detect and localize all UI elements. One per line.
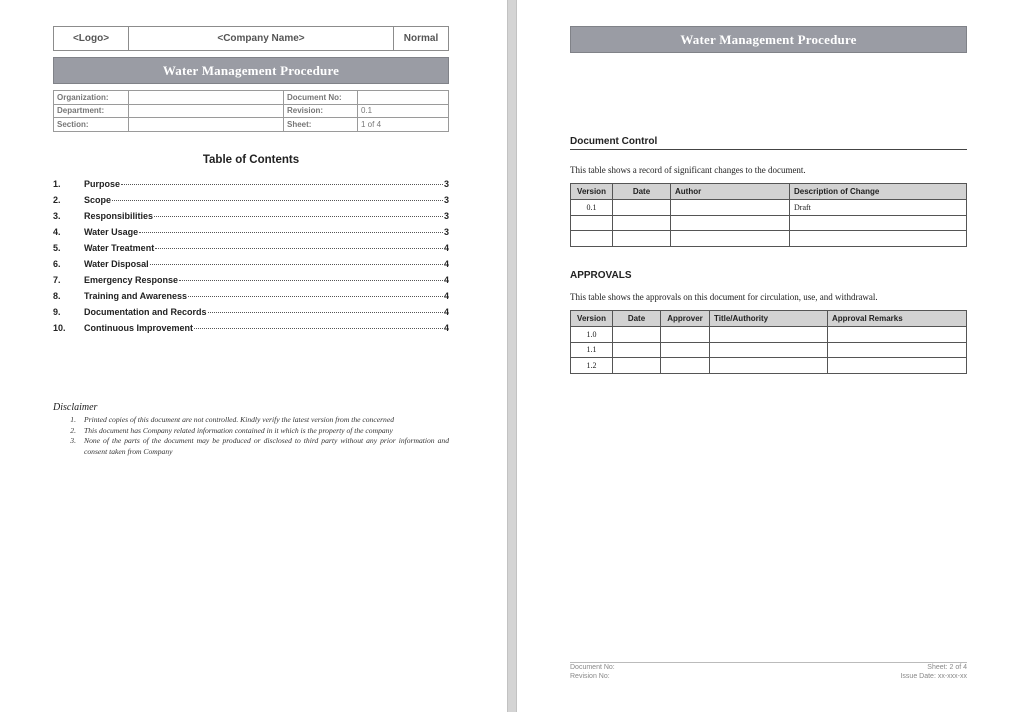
disclaimer-item [53, 436, 449, 457]
toc-item-text: Scope [84, 195, 112, 205]
toc-item-number: 1. [53, 179, 61, 189]
table-cell [661, 342, 710, 358]
organization-value [129, 91, 284, 105]
table-cell [613, 200, 671, 216]
footer-issue-date: Issue Date: xx-xxx-xx [900, 673, 967, 680]
table-cell [613, 327, 661, 343]
table-row [571, 358, 967, 374]
toc-leader-dots [155, 248, 443, 249]
toc-item-text: Training and Awareness [84, 291, 188, 301]
table-cell [671, 215, 790, 231]
table-cell [571, 231, 613, 247]
document-no-value [358, 91, 449, 105]
table-cell [613, 358, 661, 374]
toc-item-text: Responsibilities [84, 211, 154, 221]
disclaimer-item-text: This document has Company related information contained in it which is the property of the company [84, 425, 393, 435]
sheet-label: Sheet: [284, 118, 358, 132]
footer-rule [570, 662, 967, 663]
table-cell [790, 231, 967, 247]
table-cell [828, 342, 967, 358]
toc-item-page: 4 [443, 259, 449, 269]
toc-item-page: 4 [443, 243, 449, 253]
table-cell: Draft [790, 200, 967, 216]
heading-rule [570, 149, 967, 150]
table-cell: 1.1 [571, 342, 613, 358]
status-cell: Normal [403, 33, 439, 44]
toc-item [53, 195, 449, 211]
document-control-intro: This table shows a record of significant changes to the document. [570, 165, 806, 175]
page-2 [517, 0, 1024, 712]
table-cell [671, 200, 790, 216]
toc-item-number: 7. [53, 275, 61, 285]
table-cell: 1.2 [571, 358, 613, 374]
toc-item-page: 3 [443, 227, 449, 237]
disclaimer-item [53, 415, 449, 426]
toc-item [53, 179, 449, 195]
toc-item-number: 6. [53, 259, 61, 269]
toc-item-text: Water Treatment [84, 243, 155, 253]
toc-item-text: Continuous Improvement [84, 323, 194, 333]
table-cell [661, 358, 710, 374]
table-cell [710, 358, 828, 374]
column-header: Title/Authority [710, 311, 828, 327]
table-cell [790, 215, 967, 231]
toc-item [53, 243, 449, 259]
document-info-table [53, 90, 449, 132]
revision-label: Revision: [284, 104, 358, 118]
disclaimer-item [53, 426, 449, 437]
table-cell [613, 215, 671, 231]
table-cell [828, 327, 967, 343]
toc-item [53, 291, 449, 307]
column-header: Date [613, 184, 671, 200]
footer-revision-no: Revision No: [570, 673, 610, 680]
toc-leader-dots [112, 200, 443, 201]
document-control-heading: Document Control [570, 136, 658, 147]
table-row [571, 231, 967, 247]
table-cell [710, 342, 828, 358]
section-label: Section: [54, 118, 129, 132]
toc-item [53, 227, 449, 243]
toc-item-number: 2. [53, 195, 61, 205]
document-no-label: Document No: [284, 91, 358, 105]
table-row [571, 327, 967, 343]
toc-item-page: 3 [443, 211, 449, 221]
company-name-cell: <Company Name> [129, 27, 394, 50]
column-header: Version [571, 311, 613, 327]
toc-item [53, 307, 449, 323]
toc-item-page: 4 [443, 323, 449, 333]
toc-item-page: 3 [443, 195, 449, 205]
footer-sheet: Sheet: 2 of 4 [927, 664, 967, 671]
toc-item-number: 10. [53, 323, 66, 333]
table-cell [661, 327, 710, 343]
toc-leader-dots [179, 280, 443, 281]
toc-leader-dots [150, 264, 443, 265]
toc-list [53, 179, 449, 339]
toc-leader-dots [188, 296, 443, 297]
disclaimer-title: Disclaimer [53, 402, 98, 413]
toc-item-number: 3. [53, 211, 61, 221]
toc-item-page: 4 [443, 275, 449, 285]
toc-leader-dots [139, 232, 443, 233]
document-control-table [570, 183, 967, 247]
column-header: Approval Remarks [828, 311, 967, 327]
toc-item-page: 3 [443, 179, 449, 189]
column-header: Approver [661, 311, 710, 327]
column-header: Date [613, 311, 661, 327]
toc-item-number: 4. [53, 227, 61, 237]
page-gutter [507, 0, 517, 712]
table-cell [613, 231, 671, 247]
toc-item-number: 5. [53, 243, 61, 253]
toc-leader-dots [121, 184, 443, 185]
toc-title: Table of Contents [202, 154, 300, 166]
table-cell [710, 327, 828, 343]
toc-item-number: 9. [53, 307, 61, 317]
section-value [129, 118, 284, 132]
disclaimer-item-number: 2. [70, 425, 76, 435]
toc-item-text: Documentation and Records [84, 307, 207, 317]
toc-item-number: 8. [53, 291, 61, 301]
disclaimer-item-number: 1. [70, 415, 76, 424]
disclaimer-item-text: None of the parts of the document may be produced or disclosed to third party without any prior information and consent taken from Company [84, 436, 449, 456]
department-value [129, 104, 284, 118]
toc-item-page: 4 [443, 291, 449, 301]
approvals-table [570, 310, 967, 374]
sheet-value: 1 of 4 [358, 118, 449, 132]
disclaimer-item-text: Printed copies of this document are not controlled. Kindly verify the latest version from the concerned [84, 415, 395, 424]
table-row [571, 342, 967, 358]
revision-value: 0.1 [358, 104, 449, 118]
department-label: Department: [54, 104, 129, 118]
approvals-intro: This table shows the approvals on this document for circulation, use, and withdrawal. [570, 292, 878, 302]
toc-leader-dots [194, 328, 443, 329]
table-cell [613, 342, 661, 358]
toc-item-page: 4 [443, 307, 449, 317]
toc-item-text: Emergency Response [84, 275, 179, 285]
table-cell [571, 215, 613, 231]
toc-item [53, 323, 449, 339]
page-1 [0, 0, 507, 712]
disclaimer-list [53, 415, 449, 457]
header-table [53, 26, 449, 51]
toc-item-text: Purpose [84, 179, 121, 189]
approvals-heading: APPROVALS [570, 270, 632, 281]
table-row [571, 200, 967, 216]
table-cell [671, 231, 790, 247]
title-banner: Water Management Procedure [53, 57, 449, 84]
table-cell: 0.1 [571, 200, 613, 216]
toc-leader-dots [208, 312, 443, 313]
toc-item-text: Water Disposal [84, 259, 149, 269]
disclaimer-item-number: 3. [70, 436, 76, 445]
footer-document-no: Document No: [570, 664, 615, 671]
column-header: Description of Change [790, 184, 967, 200]
toc-item [53, 275, 449, 291]
toc-leader-dots [154, 216, 443, 217]
toc-item [53, 259, 449, 275]
table-cell [828, 358, 967, 374]
title-banner-page-2: Water Management Procedure [570, 26, 967, 53]
column-header: Version [571, 184, 613, 200]
toc-item-text: Water Usage [84, 227, 139, 237]
column-header: Author [671, 184, 790, 200]
table-row [571, 215, 967, 231]
toc-item [53, 211, 449, 227]
table-cell: 1.0 [571, 327, 613, 343]
logo-cell: <Logo> [54, 27, 129, 50]
organization-label: Organization: [54, 91, 129, 105]
